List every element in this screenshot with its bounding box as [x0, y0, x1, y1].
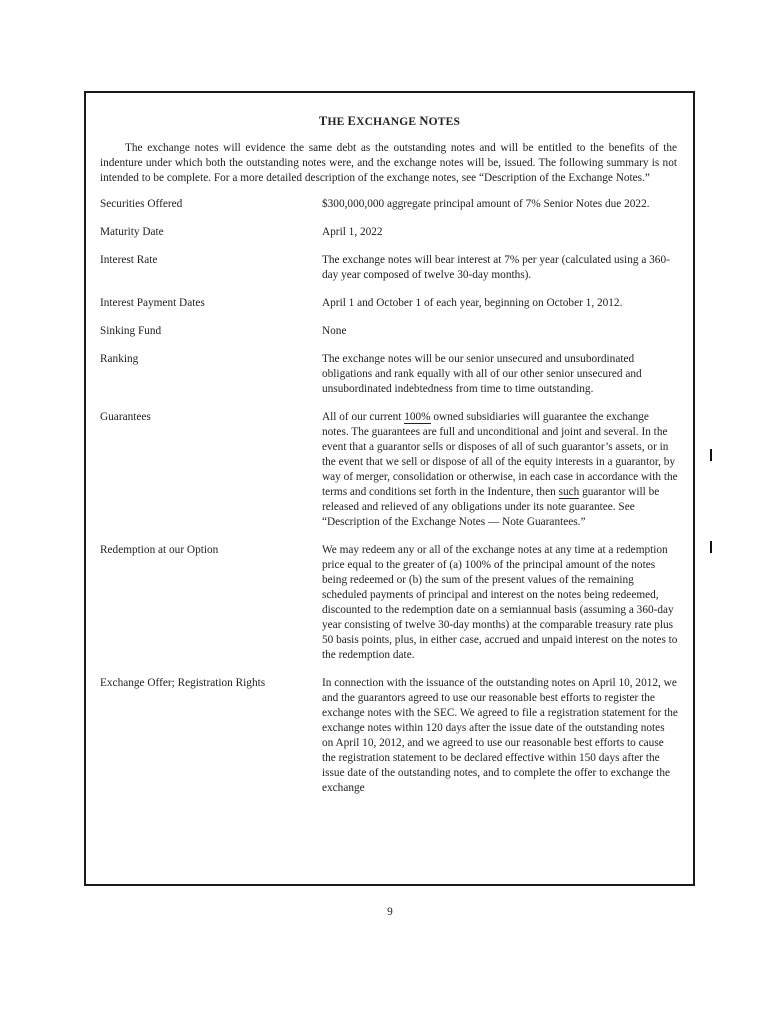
title-part: XCHANGE [356, 116, 420, 128]
value-text: All of our current [322, 411, 405, 423]
term-value: None [322, 325, 347, 337]
term-label: Guarantees [100, 411, 151, 423]
term-value: In connection with the issuance of the outstanding notes on April 10, 2012, we and the guarantors agreed to use our reasonable best efforts to register the exchange notes with the SEC. We agreed to file a registration statement for the exchange notes within 120 days after the issue date of the outstanding notes on April 10, 2012, and we agreed to use our reasonable best efforts to cause the registration statement to be declared effective within 150 days after the issue date of the outstanding notes, and to complete the offer to exchange the exchange [322, 677, 678, 794]
value-text: guarantor will be released and relieved of any obligations under its note guarantee. See “Description of the Exchange Notes — Note Guarantees.” [322, 486, 660, 528]
title-part: HE [327, 116, 348, 128]
underlined-text: 100% [404, 411, 431, 423]
term-row [100, 253, 678, 283]
revision-bar [710, 541, 712, 553]
term-value: The exchange notes will bear interest at 7% per year (calculated using a 360-day year composed of twelve 30-day months). [322, 254, 670, 281]
term-label: Sinking Fund [100, 325, 162, 337]
intro-paragraph: The exchange notes will evidence the same debt as the outstanding notes and will be entitled to the benefits of the indenture under which both the outstanding notes were, and the exchange notes will be, issued. The following summary is not intended to be complete. For a more detailed description of the exchange notes, see “Description of the Exchange Notes.” [100, 142, 677, 184]
term-value: We may redeem any or all of the exchange notes at any time at a redemption price equal to the greater of (a) 100% of the principal amount of the notes being redeemed or (b) the sum of the present values of the remaining scheduled payments of principal and interest on the notes being redeemed, discounted to the redemption date on a semiannual basis (assuming a 360-day year consisting of twelve 30-day months) at the comparable treasury rate plus 50 basis points, plus, in either case, accrued and unpaid interest on the notes to the redemption date. [322, 544, 678, 661]
term-row [100, 352, 678, 397]
term-value: April 1, 2022 [322, 226, 383, 238]
term-value: $300,000,000 aggregate principal amount of 7% Senior Notes due 2022. [322, 198, 650, 210]
term-row [100, 324, 678, 339]
term-row [100, 543, 678, 663]
exchange-notes-box [84, 91, 695, 886]
title-part: OTES [428, 116, 461, 128]
title-part: N [419, 114, 429, 128]
term-value: The exchange notes will be our senior unsecured and unsubordinated obligations and rank equally with all of our other senior unsecured and unsubordinated indebtedness from time to time outstanding. [322, 353, 642, 395]
term-label: Ranking [100, 353, 139, 365]
underlined-text: such [558, 486, 580, 498]
term-row [100, 410, 678, 530]
value-text: owned subsidiaries will guarantee the exchange notes. The guarantees are full and unconditional and joint and several. In the event that a guarantor sells or disposes of all of such guarantor’s assets, or in the event that we sell or dispose of all of the equity interests in a guarantor, by way of merger, consolidation or otherwise, in each case in accordance with the terms and conditions set forth in the Indenture, then [322, 411, 678, 498]
revision-bar [710, 449, 712, 461]
term-value [322, 410, 678, 530]
term-row [100, 296, 678, 311]
term-value: April 1 and October 1 of each year, beginning on October 1, 2012. [322, 297, 623, 309]
term-row [100, 225, 678, 240]
term-label: Interest Payment Dates [100, 297, 205, 309]
terms-table [100, 197, 678, 796]
title-part: T [318, 114, 328, 128]
term-label: Interest Rate [100, 254, 158, 266]
term-label: Securities Offered [100, 198, 183, 210]
section-title [86, 114, 693, 129]
term-label: Redemption at our Option [100, 544, 219, 556]
term-row [100, 676, 678, 796]
title-part: E [347, 114, 357, 128]
term-row [100, 197, 678, 212]
page-number: 9 [387, 906, 393, 918]
term-label: Exchange Offer; Registration Rights [100, 677, 266, 689]
term-label: Maturity Date [100, 226, 164, 238]
